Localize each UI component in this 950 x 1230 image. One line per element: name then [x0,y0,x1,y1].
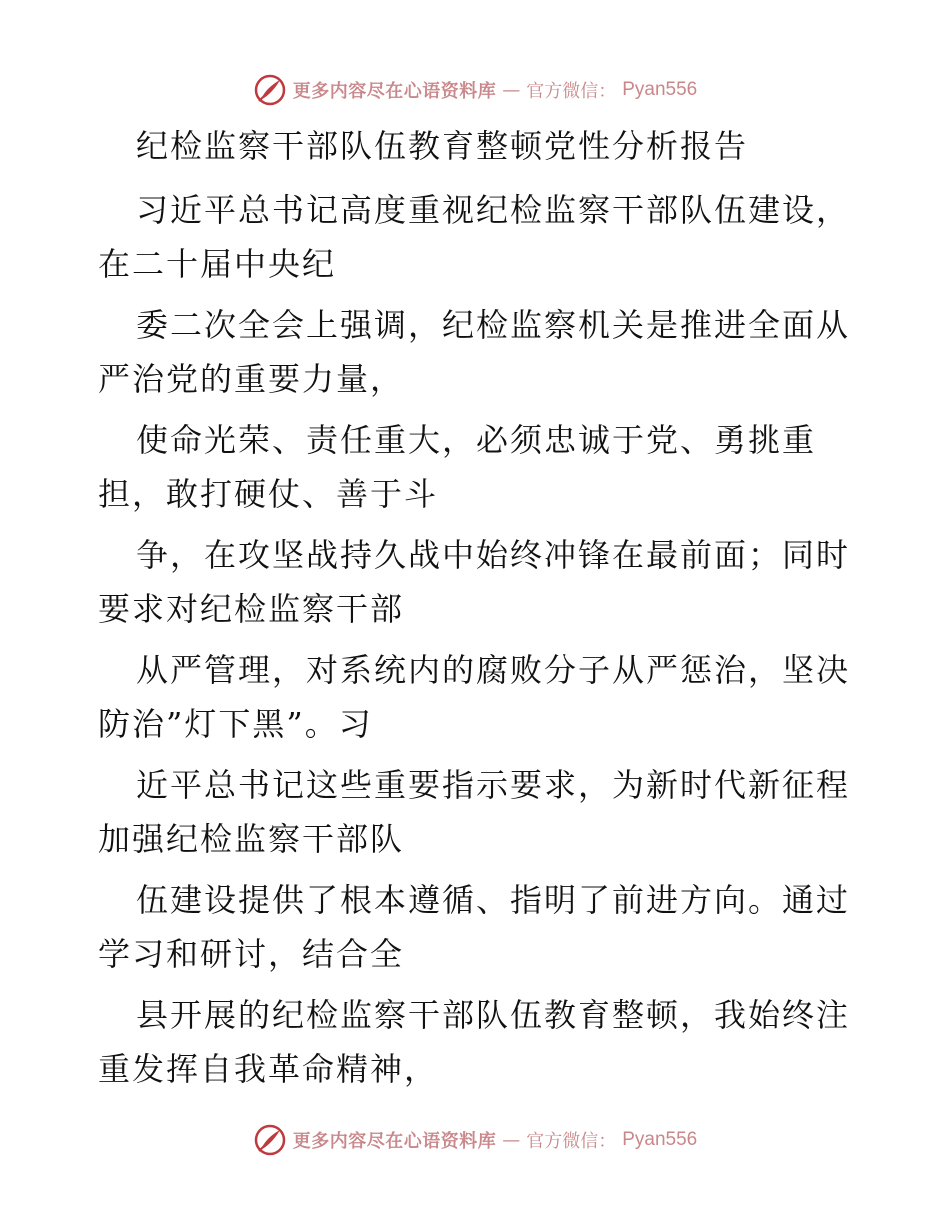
paragraph-line: 县开展的纪检监察干部队伍教育整顿，我始终注 [136,996,851,1034]
paragraph-line: 要求对纪检监察干部 [98,590,405,628]
footer-watermark [0,1120,950,1160]
paragraph-line: 伍建设提供了根本遵循、指明了前进方向。通过 [136,881,851,919]
watermark-separator: — [502,79,521,101]
paragraph-line: 担，敢打硬仗、善于斗 [98,475,439,513]
paragraph-line: 防治”灯下黑”。习 [98,705,373,743]
paragraph-line: 习近平总书记高度重视纪检监察干部队伍建设， [136,191,851,229]
paragraph-line: 近平总书记这些重要指示要求，为新时代新征程 [136,766,851,804]
paragraph-line: 重发挥自我革命精神， [98,1050,439,1088]
paragraph-line: 从严管理，对系统内的腐败分子从严惩治，坚决 [136,651,851,689]
paragraph-line: 使命光荣、责任重大，必须忠诚于党、勇挑重 [136,421,817,459]
watermark-separator: — [502,1129,521,1151]
paragraph-line: 争，在攻坚战持久战中始终冲锋在最前面；同时 [136,536,851,574]
watermark-site-name: 更多内容尽在心语资料库 [292,81,497,102]
paragraph-line: 在二十届中央纪 [98,245,337,283]
quill-pen-logo-icon [253,1123,287,1157]
watermark-wechat-label: 官方微信： [526,1131,617,1152]
watermark-wechat-id: Pyan556 [622,79,698,100]
paragraph-line: 加强纪检监察干部队 [98,820,405,858]
watermark-wechat-id: Pyan556 [622,1129,698,1150]
quill-pen-logo-icon [253,73,287,107]
watermark-wechat-label: 官方微信： [526,81,617,102]
watermark-site-name: 更多内容尽在心语资料库 [292,1131,497,1152]
paragraph-line: 学习和研讨，结合全 [98,935,405,973]
paragraph-line: 委二次全会上强调，纪检监察机关是推进全面从 [136,306,851,344]
paragraph-line: 严治党的重要力量， [98,360,405,398]
document-title: 纪检监察干部队伍教育整顿党性分析报告 [136,127,749,165]
header-watermark [0,70,950,110]
